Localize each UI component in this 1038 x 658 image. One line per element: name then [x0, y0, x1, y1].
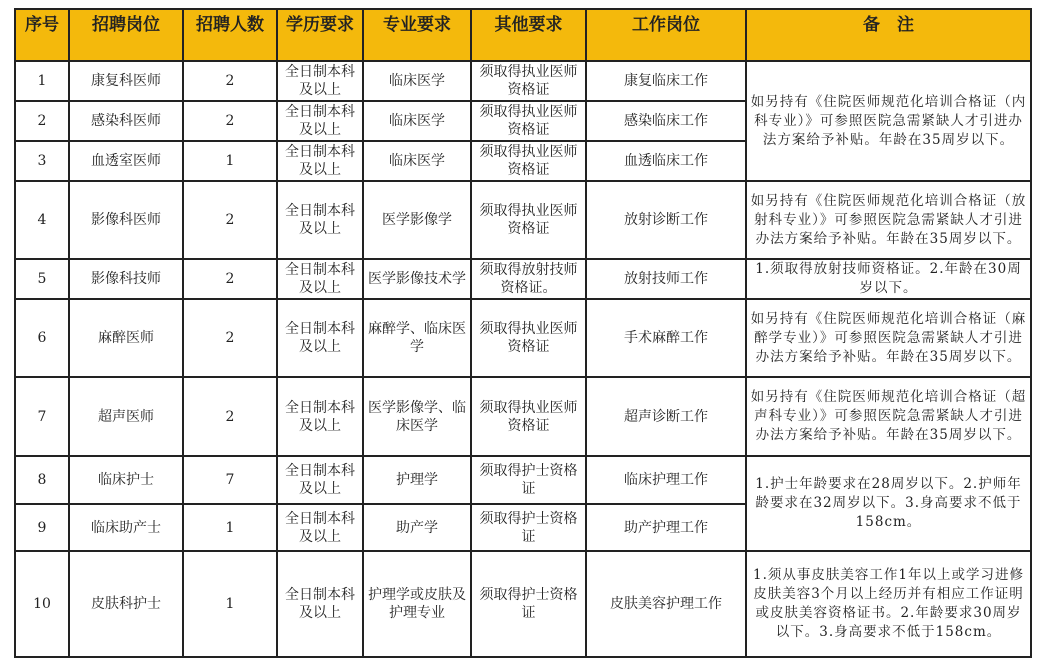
cell-post: 影像科技师 — [69, 259, 183, 299]
cell-edu: 全日制本科及以上 — [277, 61, 363, 101]
cell-no: 1 — [15, 61, 69, 101]
cell-work: 血透临床工作 — [586, 141, 746, 181]
cell-count: 2 — [183, 259, 277, 299]
cell-work: 康复临床工作 — [586, 61, 746, 101]
cell-other: 须取得护士资格证 — [471, 551, 586, 657]
column-header: 专业要求 — [363, 9, 471, 61]
cell-edu: 全日制本科及以上 — [277, 551, 363, 657]
cell-remarks: 如另持有《住院医师规范化培训合格证（麻醉学专业）》可参照医院急需紧缺人才引进办法方案给予补贴。年龄在35周岁以下。 — [746, 299, 1031, 377]
column-header: 其他要求 — [471, 9, 586, 61]
cell-no: 9 — [15, 504, 69, 551]
cell-work: 助产护理工作 — [586, 504, 746, 551]
cell-post: 感染科医师 — [69, 101, 183, 141]
cell-work: 超声诊断工作 — [586, 377, 746, 456]
cell-edu: 全日制本科及以上 — [277, 504, 363, 551]
cell-remarks: 1.须取得放射技师资格证。2.年龄在30周岁以下。 — [746, 259, 1031, 299]
table-row — [15, 61, 1031, 101]
header-row — [15, 9, 1031, 61]
cell-major: 医学影像学、临床医学 — [363, 377, 471, 456]
cell-remarks: 如另持有《住院医师规范化培训合格证（超声科专业）》可参照医院急需紧缺人才引进办法方案给予补贴。年龄在35周岁以下。 — [746, 377, 1031, 456]
cell-edu: 全日制本科及以上 — [277, 456, 363, 504]
cell-post: 超声医师 — [69, 377, 183, 456]
table-row — [15, 259, 1031, 299]
cell-no: 3 — [15, 141, 69, 181]
cell-no: 7 — [15, 377, 69, 456]
cell-other: 须取得护士资格证 — [471, 504, 586, 551]
recruitment-table — [14, 8, 1032, 658]
cell-major: 护理学或皮肤及护理专业 — [363, 551, 471, 657]
cell-work: 感染临床工作 — [586, 101, 746, 141]
column-header: 工作岗位 — [586, 9, 746, 61]
cell-remarks: 如另持有《住院医师规范化培训合格证（放射科专业）》可参照医院急需紧缺人才引进办法方案给予补贴。年龄在35周岁以下。 — [746, 181, 1031, 259]
table-row — [15, 377, 1031, 456]
table-row — [15, 181, 1031, 259]
cell-major: 医学影像技术学 — [363, 259, 471, 299]
cell-remarks: 1.须从事皮肤美容工作1年以上或学习进修皮肤美容3个月以上经历并有相应工作证明或皮肤美容资格证书。2.年龄要求30周岁以下。3.身高要求不低于158cm。 — [746, 551, 1031, 657]
cell-count: 2 — [183, 377, 277, 456]
cell-no: 10 — [15, 551, 69, 657]
cell-count: 2 — [183, 181, 277, 259]
cell-no: 2 — [15, 101, 69, 141]
cell-work: 皮肤美容护理工作 — [586, 551, 746, 657]
cell-other: 须取得执业医师资格证 — [471, 61, 586, 101]
cell-edu: 全日制本科及以上 — [277, 141, 363, 181]
cell-count: 1 — [183, 504, 277, 551]
cell-no: 4 — [15, 181, 69, 259]
cell-major: 护理学 — [363, 456, 471, 504]
cell-major: 临床医学 — [363, 101, 471, 141]
cell-work: 放射技师工作 — [586, 259, 746, 299]
cell-post: 临床护士 — [69, 456, 183, 504]
cell-count: 2 — [183, 61, 277, 101]
column-header: 招聘人数 — [183, 9, 277, 61]
cell-other: 须取得执业医师资格证 — [471, 299, 586, 377]
table-row — [15, 551, 1031, 657]
cell-remarks: 如另持有《住院医师规范化培训合格证（内科专业）》可参照医院急需紧缺人才引进办法方案给予补贴。年龄在35周岁以下。 — [746, 61, 1031, 181]
cell-edu: 全日制本科及以上 — [277, 181, 363, 259]
column-header: 序号 — [15, 9, 69, 61]
cell-post: 影像科医师 — [69, 181, 183, 259]
cell-post: 血透室医师 — [69, 141, 183, 181]
cell-other: 须取得执业医师资格证 — [471, 141, 586, 181]
column-header: 招聘岗位 — [69, 9, 183, 61]
cell-post: 皮肤科护士 — [69, 551, 183, 657]
cell-other: 须取得执业医师资格证 — [471, 101, 586, 141]
table-row — [15, 456, 1031, 504]
cell-post: 麻醉医师 — [69, 299, 183, 377]
cell-post: 临床助产士 — [69, 504, 183, 551]
cell-major: 助产学 — [363, 504, 471, 551]
cell-post: 康复科医师 — [69, 61, 183, 101]
cell-no: 8 — [15, 456, 69, 504]
cell-count: 2 — [183, 299, 277, 377]
cell-count: 7 — [183, 456, 277, 504]
cell-major: 麻醉学、临床医学 — [363, 299, 471, 377]
table-row — [15, 299, 1031, 377]
cell-other: 须取得执业医师资格证 — [471, 181, 586, 259]
cell-edu: 全日制本科及以上 — [277, 101, 363, 141]
cell-other: 须取得放射技师资格证。 — [471, 259, 586, 299]
cell-major: 临床医学 — [363, 141, 471, 181]
column-header: 学历要求 — [277, 9, 363, 61]
cell-count: 1 — [183, 141, 277, 181]
cell-no: 6 — [15, 299, 69, 377]
cell-work: 临床护理工作 — [586, 456, 746, 504]
cell-count: 2 — [183, 101, 277, 141]
column-header: 备 注 — [746, 9, 1031, 61]
cell-remarks: 1.护士年龄要求在28周岁以下。2.护师年龄要求在32周岁以下。3.身高要求不低于158cm。 — [746, 456, 1031, 551]
cell-other: 须取得执业医师资格证 — [471, 377, 586, 456]
cell-count: 1 — [183, 551, 277, 657]
cell-edu: 全日制本科及以上 — [277, 259, 363, 299]
cell-work: 放射诊断工作 — [586, 181, 746, 259]
cell-edu: 全日制本科及以上 — [277, 377, 363, 456]
cell-major: 临床医学 — [363, 61, 471, 101]
cell-major: 医学影像学 — [363, 181, 471, 259]
cell-no: 5 — [15, 259, 69, 299]
cell-other: 须取得护士资格证 — [471, 456, 586, 504]
cell-work: 手术麻醉工作 — [586, 299, 746, 377]
cell-edu: 全日制本科及以上 — [277, 299, 363, 377]
